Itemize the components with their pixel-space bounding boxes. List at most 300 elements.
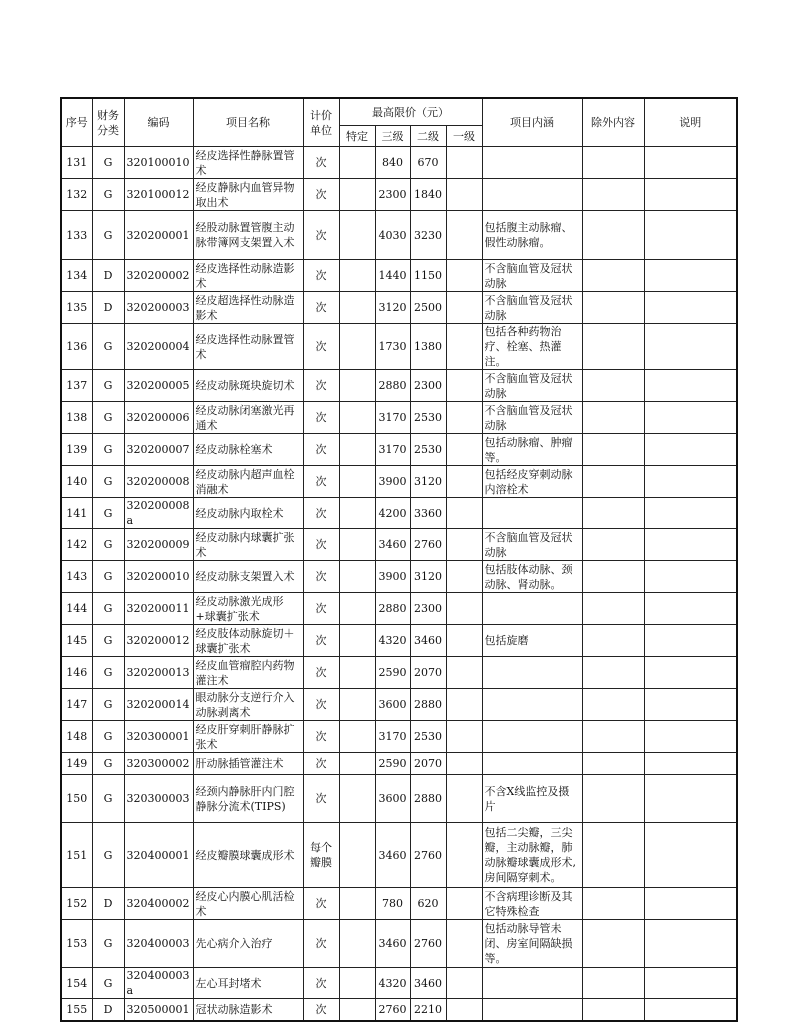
header-special: 特定 [339,126,375,147]
cell-unit: 次 [303,920,339,968]
cell-item-name: 经皮静脉内血管异物取出术 [193,179,303,211]
cell-item-name: 经皮选择性静脉置管术 [193,147,303,179]
cell-item-name: 经皮动脉内取栓术 [193,498,303,529]
cell-content: 包括旋磨 [482,625,582,657]
cell-code: 320200006 [124,402,193,434]
cell-seq: 147 [61,689,92,721]
cell-finance-category: G [92,968,124,999]
cell-unit: 次 [303,561,339,593]
cell-note [644,920,737,968]
cell-unit: 次 [303,888,339,920]
cell-exclusion [582,324,644,370]
cell-finance-category: G [92,529,124,561]
cell-level1-price [446,888,482,920]
header-max-price: 最高限价（元） [339,98,482,126]
cell-item-name: 经皮选择性动脉造影术 [193,260,303,292]
cell-exclusion [582,625,644,657]
table-row [61,657,737,689]
table-row [61,823,737,888]
cell-special [339,593,375,625]
cell-seq: 137 [61,370,92,402]
cell-special [339,147,375,179]
table-row [61,593,737,625]
cell-level3-price: 2590 [375,753,410,775]
cell-level2-price: 3120 [410,466,446,498]
header-content: 项目内涵 [482,98,582,147]
cell-finance-category: G [92,753,124,775]
cell-code: 320300001 [124,721,193,753]
cell-finance-category: G [92,689,124,721]
cell-item-name: 经颈内静脉肝内门腔静脉分流术(TIPS) [193,775,303,823]
cell-exclusion [582,689,644,721]
cell-special [339,179,375,211]
cell-content [482,968,582,999]
cell-code: 320200005 [124,370,193,402]
cell-code: 320500001 [124,999,193,1021]
cell-code: 320100010 [124,147,193,179]
cell-content: 不含脑血管及冠状动脉 [482,402,582,434]
cell-note [644,434,737,466]
cell-seq: 154 [61,968,92,999]
cell-level1-price [446,561,482,593]
table-row [61,292,737,324]
cell-unit: 次 [303,593,339,625]
cell-unit: 次 [303,466,339,498]
cell-special [339,529,375,561]
cell-unit: 次 [303,211,339,260]
table-row [61,529,737,561]
price-table [60,97,738,1022]
table-row [61,920,737,968]
cell-note [644,147,737,179]
cell-level3-price: 3170 [375,721,410,753]
cell-finance-category: G [92,211,124,260]
cell-seq: 134 [61,260,92,292]
cell-level3-price: 3170 [375,402,410,434]
cell-seq: 149 [61,753,92,775]
cell-exclusion [582,370,644,402]
cell-level2-price: 2070 [410,753,446,775]
cell-seq: 146 [61,657,92,689]
cell-level3-price: 3600 [375,689,410,721]
table-row [61,179,737,211]
table-row [61,466,737,498]
cell-level1-price [446,920,482,968]
table-row [61,402,737,434]
cell-special [339,657,375,689]
cell-note [644,292,737,324]
cell-level2-price: 3460 [410,968,446,999]
cell-special [339,625,375,657]
cell-exclusion [582,466,644,498]
cell-content: 包括二尖瓣，三尖瓣，主动脉瓣，肺动脉瓣球囊成形术,房间隔穿刺术。 [482,823,582,888]
cell-exclusion [582,593,644,625]
cell-note [644,999,737,1021]
cell-code: 320300003 [124,775,193,823]
cell-level2-price: 2500 [410,292,446,324]
cell-code: 320200004 [124,324,193,370]
cell-item-name: 冠状动脉造影术 [193,999,303,1021]
cell-level3-price: 2760 [375,999,410,1021]
table-body [61,147,737,1021]
cell-level2-price: 2300 [410,593,446,625]
header-seq: 序号 [61,98,92,147]
cell-level2-price: 2070 [410,657,446,689]
cell-level1-price [446,402,482,434]
cell-special [339,498,375,529]
cell-note [644,561,737,593]
cell-item-name: 经皮选择性动脉置管术 [193,324,303,370]
cell-item-name: 左心耳封堵术 [193,968,303,999]
table-row [61,999,737,1021]
header-item-name: 项目名称 [193,98,303,147]
cell-level2-price: 3460 [410,625,446,657]
table-row [61,625,737,657]
cell-exclusion [582,920,644,968]
cell-seq: 141 [61,498,92,529]
cell-level1-price [446,753,482,775]
cell-note [644,593,737,625]
cell-finance-category: D [92,999,124,1021]
cell-code: 320100012 [124,179,193,211]
cell-special [339,324,375,370]
cell-content: 不含病理诊断及其它特殊检查 [482,888,582,920]
cell-level3-price: 4320 [375,968,410,999]
table-row [61,260,737,292]
header-finance-category: 财务分类 [92,98,124,147]
cell-code: 320200001 [124,211,193,260]
cell-code: 320200003 [124,292,193,324]
cell-finance-category: D [92,292,124,324]
cell-level1-price [446,324,482,370]
cell-exclusion [582,561,644,593]
cell-content [482,147,582,179]
cell-note [644,211,737,260]
cell-unit: 次 [303,147,339,179]
cell-seq: 133 [61,211,92,260]
cell-seq: 138 [61,402,92,434]
cell-content [482,593,582,625]
table-row [61,211,737,260]
cell-exclusion [582,657,644,689]
cell-item-name: 经皮动脉内超声血栓消融术 [193,466,303,498]
cell-exclusion [582,498,644,529]
cell-level2-price: 670 [410,147,446,179]
cell-level1-price [446,625,482,657]
cell-exclusion [582,292,644,324]
cell-unit: 次 [303,498,339,529]
cell-content: 包括动脉导管未闭、房室间隔缺损等。 [482,920,582,968]
cell-item-name: 经皮血管瘤腔内药物灌注术 [193,657,303,689]
cell-content: 不含脑血管及冠状动脉 [482,529,582,561]
cell-code: 320400001 [124,823,193,888]
cell-content [482,753,582,775]
cell-seq: 131 [61,147,92,179]
cell-item-name: 经皮动脉栓塞术 [193,434,303,466]
cell-finance-category: G [92,466,124,498]
cell-level1-price [446,689,482,721]
cell-content [482,179,582,211]
cell-finance-category: G [92,147,124,179]
cell-special [339,260,375,292]
cell-code: 320400003 [124,920,193,968]
cell-level2-price: 620 [410,888,446,920]
cell-level2-price: 2880 [410,775,446,823]
cell-level3-price: 4320 [375,625,410,657]
cell-level3-price: 840 [375,147,410,179]
cell-finance-category: G [92,625,124,657]
cell-content [482,721,582,753]
cell-exclusion [582,888,644,920]
cell-finance-category: G [92,179,124,211]
cell-level3-price: 3900 [375,466,410,498]
cell-special [339,823,375,888]
cell-note [644,260,737,292]
cell-code: 320400003a [124,968,193,999]
cell-level2-price: 3230 [410,211,446,260]
cell-item-name: 肝动脉插管灌注术 [193,753,303,775]
cell-content: 包括经皮穿刺动脉内溶栓术 [482,466,582,498]
header-level2: 二级 [410,126,446,147]
cell-finance-category: G [92,657,124,689]
cell-level3-price: 1440 [375,260,410,292]
cell-note [644,753,737,775]
cell-finance-category: G [92,498,124,529]
cell-unit: 每个瓣膜 [303,823,339,888]
cell-level1-price [446,434,482,466]
cell-note [644,689,737,721]
cell-special [339,402,375,434]
cell-code: 320200012 [124,625,193,657]
cell-code: 320300002 [124,753,193,775]
cell-finance-category: G [92,402,124,434]
cell-level3-price: 3460 [375,529,410,561]
cell-level2-price: 2760 [410,823,446,888]
cell-finance-category: G [92,775,124,823]
cell-level2-price: 2880 [410,689,446,721]
cell-note [644,370,737,402]
cell-item-name: 经皮动脉斑块旋切术 [193,370,303,402]
cell-seq: 132 [61,179,92,211]
cell-code: 320400002 [124,888,193,920]
cell-item-name: 眼动脉分支逆行介入动脉剥离术 [193,689,303,721]
cell-level1-price [446,466,482,498]
cell-level1-price [446,593,482,625]
cell-content: 包括动脉瘤、肿瘤等。 [482,434,582,466]
cell-seq: 139 [61,434,92,466]
cell-level1-price [446,823,482,888]
cell-content: 不含脑血管及冠状动脉 [482,260,582,292]
cell-level3-price: 2880 [375,370,410,402]
cell-seq: 151 [61,823,92,888]
cell-level3-price: 4200 [375,498,410,529]
cell-level2-price: 2210 [410,999,446,1021]
cell-finance-category: G [92,370,124,402]
cell-unit: 次 [303,999,339,1021]
cell-unit: 次 [303,689,339,721]
cell-note [644,721,737,753]
cell-finance-category: G [92,920,124,968]
cell-level3-price: 3170 [375,434,410,466]
cell-special [339,999,375,1021]
cell-exclusion [582,823,644,888]
cell-seq: 153 [61,920,92,968]
cell-level1-price [446,775,482,823]
header-code: 编码 [124,98,193,147]
cell-finance-category: G [92,593,124,625]
cell-item-name: 经皮动脉内球囊扩张术 [193,529,303,561]
header-level1: 一级 [446,126,482,147]
cell-special [339,721,375,753]
cell-seq: 140 [61,466,92,498]
cell-finance-category: G [92,561,124,593]
cell-special [339,466,375,498]
cell-level3-price: 2590 [375,657,410,689]
cell-special [339,775,375,823]
table-row [61,888,737,920]
cell-seq: 144 [61,593,92,625]
cell-seq: 143 [61,561,92,593]
cell-level2-price: 3360 [410,498,446,529]
cell-seq: 150 [61,775,92,823]
cell-seq: 152 [61,888,92,920]
cell-level1-price [446,370,482,402]
table-row [61,370,737,402]
cell-exclusion [582,721,644,753]
cell-note [644,529,737,561]
table-row [61,561,737,593]
cell-level3-price: 3900 [375,561,410,593]
cell-note [644,888,737,920]
cell-special [339,211,375,260]
table-row [61,968,737,999]
cell-code: 320200011 [124,593,193,625]
header-exclusion: 除外内容 [582,98,644,147]
cell-exclusion [582,147,644,179]
cell-exclusion [582,999,644,1021]
cell-level1-price [446,260,482,292]
cell-content [482,657,582,689]
table-row [61,498,737,529]
cell-finance-category: G [92,324,124,370]
cell-content: 不含脑血管及冠状动脉 [482,370,582,402]
cell-seq: 136 [61,324,92,370]
cell-exclusion [582,434,644,466]
cell-level1-price [446,211,482,260]
cell-exclusion [582,753,644,775]
cell-unit: 次 [303,292,339,324]
cell-level2-price: 2300 [410,370,446,402]
header-level3: 三级 [375,126,410,147]
cell-unit: 次 [303,434,339,466]
cell-seq: 148 [61,721,92,753]
cell-code: 320200013 [124,657,193,689]
cell-content [482,689,582,721]
cell-level3-price: 1730 [375,324,410,370]
cell-level1-price [446,179,482,211]
cell-level3-price: 780 [375,888,410,920]
cell-item-name: 经皮超选择性动脉造影术 [193,292,303,324]
table-row [61,689,737,721]
table-row [61,147,737,179]
cell-seq: 142 [61,529,92,561]
cell-unit: 次 [303,657,339,689]
cell-level2-price: 1380 [410,324,446,370]
cell-exclusion [582,260,644,292]
cell-content [482,498,582,529]
cell-level2-price: 3120 [410,561,446,593]
cell-code: 320200010 [124,561,193,593]
cell-special [339,920,375,968]
cell-exclusion [582,179,644,211]
cell-special [339,753,375,775]
cell-level2-price: 2530 [410,721,446,753]
cell-content: 不含脑血管及冠状动脉 [482,292,582,324]
cell-exclusion [582,775,644,823]
cell-finance-category: G [92,823,124,888]
cell-content: 包括腹主动脉瘤、假性动脉瘤。 [482,211,582,260]
table-row [61,775,737,823]
cell-level3-price: 3120 [375,292,410,324]
cell-item-name: 经皮瓣膜球囊成形术 [193,823,303,888]
cell-content: 不含X线监控及摄片 [482,775,582,823]
cell-level2-price: 1840 [410,179,446,211]
cell-finance-category: D [92,260,124,292]
cell-item-name: 经皮心内膜心肌活检术 [193,888,303,920]
cell-note [644,657,737,689]
cell-level1-price [446,529,482,561]
cell-note [644,324,737,370]
cell-level3-price: 3460 [375,920,410,968]
cell-exclusion [582,529,644,561]
cell-level1-price [446,999,482,1021]
cell-unit: 次 [303,370,339,402]
cell-note [644,823,737,888]
cell-item-name: 经股动脉置管腹主动脉带簿网支架置入术 [193,211,303,260]
cell-unit: 次 [303,625,339,657]
cell-content: 包括肢体动脉、颈动脉、肾动脉。 [482,561,582,593]
cell-code: 320200008a [124,498,193,529]
cell-code: 320200009 [124,529,193,561]
cell-special [339,561,375,593]
cell-special [339,434,375,466]
cell-unit: 次 [303,260,339,292]
cell-note [644,625,737,657]
table-row [61,721,737,753]
cell-level2-price: 2530 [410,434,446,466]
cell-special [339,689,375,721]
cell-level3-price: 3600 [375,775,410,823]
cell-unit: 次 [303,721,339,753]
cell-unit: 次 [303,402,339,434]
cell-unit: 次 [303,968,339,999]
cell-unit: 次 [303,775,339,823]
cell-finance-category: D [92,888,124,920]
cell-unit: 次 [303,179,339,211]
cell-content: 包括各种药物治疗、栓塞、热灌注。 [482,324,582,370]
cell-unit: 次 [303,324,339,370]
cell-level2-price: 2760 [410,529,446,561]
cell-seq: 145 [61,625,92,657]
cell-level2-price: 1150 [410,260,446,292]
cell-code: 320200007 [124,434,193,466]
cell-level3-price: 4030 [375,211,410,260]
table-row [61,434,737,466]
cell-finance-category: G [92,721,124,753]
cell-code: 320200014 [124,689,193,721]
cell-note [644,498,737,529]
cell-item-name: 先心病介入治疗 [193,920,303,968]
